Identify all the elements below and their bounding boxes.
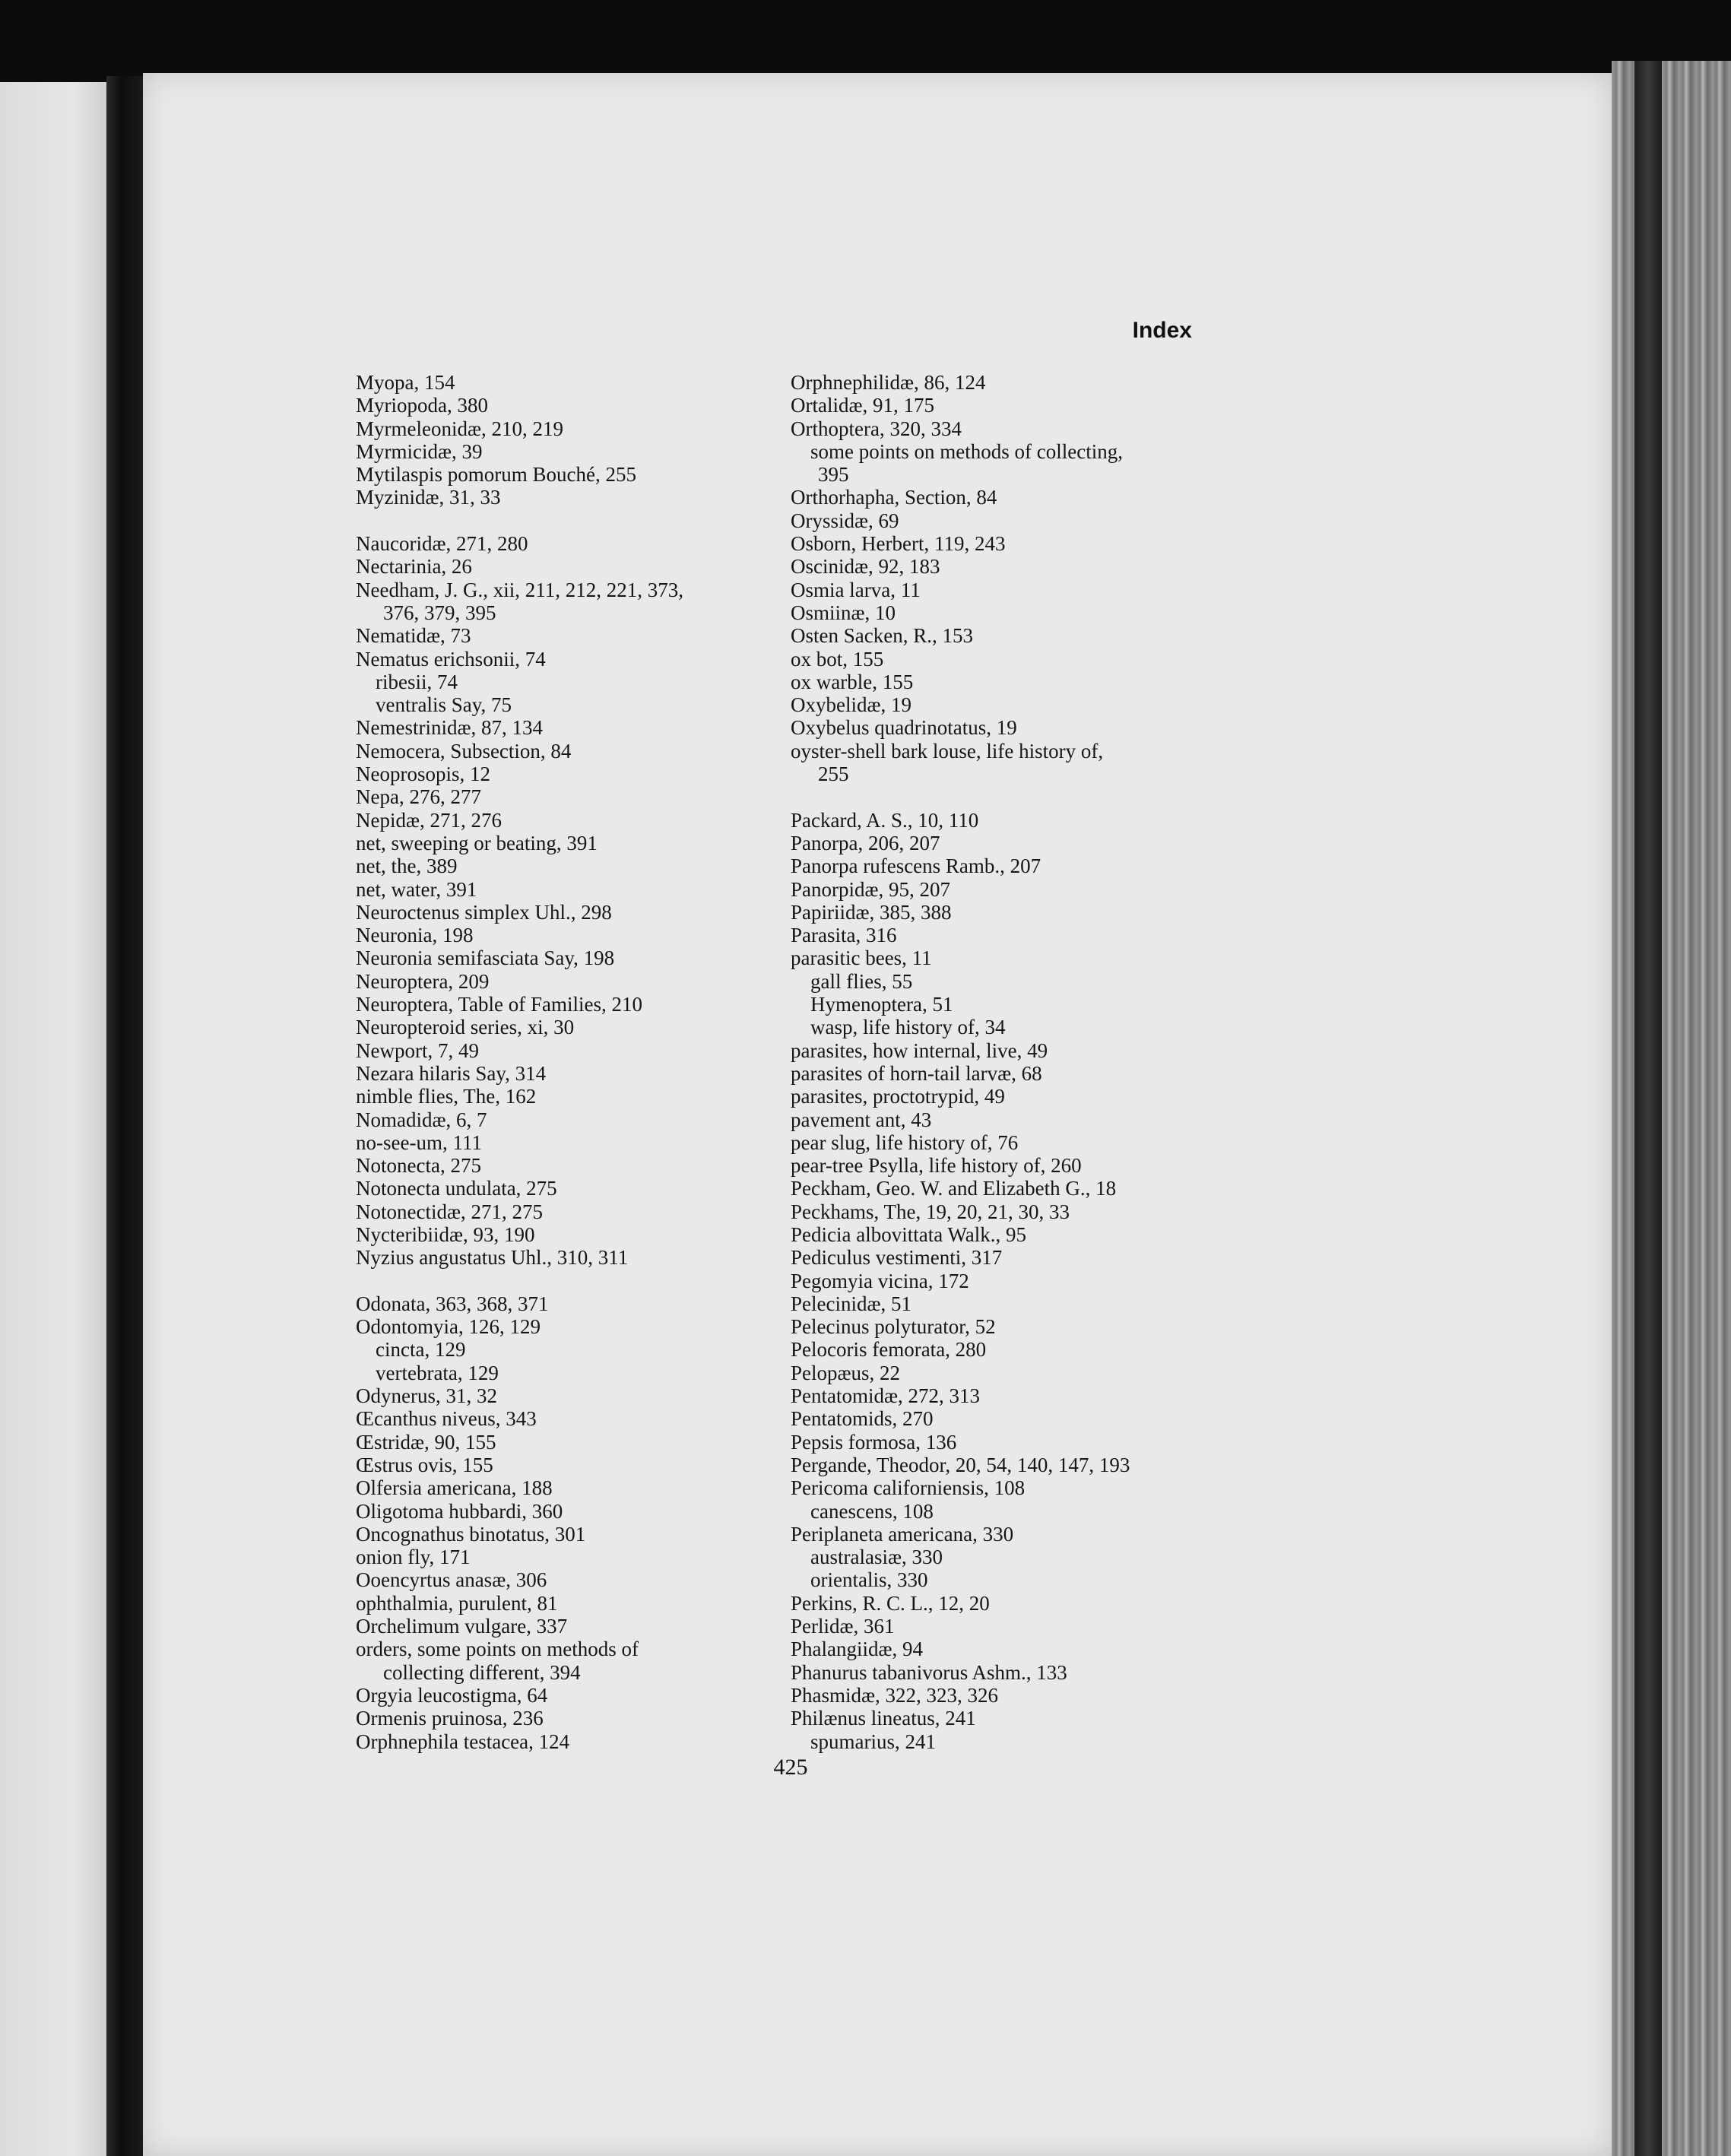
index-entry: Olfersia americana, 188 — [356, 1476, 553, 1500]
index-entry: Phalangiidæ, 94 — [791, 1638, 923, 1661]
index-entry: Peckhams, The, 19, 20, 21, 30, 33 — [791, 1200, 1070, 1223]
index-entry: Osmiinæ, 10 — [791, 601, 896, 624]
index-entry: Pelecinus polyturator, 52 — [791, 1315, 996, 1339]
index-entry: Pelocoris femorata, 280 — [791, 1338, 987, 1362]
index-subentry: ventralis Say, 75 — [376, 693, 512, 717]
index-entry: Notonectidæ, 271, 275 — [356, 1200, 543, 1223]
index-entry: Nematidæ, 73 — [356, 624, 471, 648]
index-entry: Osten Sacken, R., 153 — [791, 624, 973, 648]
index-entry: Myopa, 154 — [356, 371, 455, 394]
index-entry: parasitic bees, 11 — [791, 946, 932, 970]
index-entry: net, sweeping or beating, 391 — [356, 831, 598, 854]
index-entry: Orphnephila testacea, 124 — [356, 1730, 570, 1753]
index-entry: Neuroptera, Table of Families, 210 — [356, 993, 643, 1016]
index-subentry: spumarius, 241 — [810, 1730, 936, 1753]
index-entry: orders, some points on methods of — [356, 1638, 639, 1661]
index-subentry: canescens, 108 — [810, 1499, 934, 1523]
index-entry: Panorpidæ, 95, 207 — [791, 877, 951, 901]
index-entry: Pepsis formosa, 136 — [791, 1430, 957, 1454]
index-entry: Nematus erichsonii, 74 — [356, 647, 546, 671]
index-entry: Neuronia semifasciata Say, 198 — [356, 946, 615, 970]
index-entry: onion fly, 171 — [356, 1546, 471, 1569]
index-entry: Oxybelus quadrinotatus, 19 — [791, 716, 1017, 740]
index-subentry: vertebrata, 129 — [376, 1361, 499, 1384]
index-entry: Periplaneta americana, 330 — [791, 1522, 1014, 1546]
index-entry: Pelopæus, 22 — [791, 1361, 901, 1384]
index-entry: Œcanthus niveus, 343 — [356, 1407, 537, 1431]
letter-section-gap — [356, 509, 766, 532]
index-entry: Pediculus vestimenti, 317 — [791, 1246, 1003, 1270]
index-entry: Osborn, Herbert, 119, 243 — [791, 532, 1006, 556]
index-subentry: 395 — [818, 463, 849, 487]
index-entry: parasites, how internal, live, 49 — [791, 1038, 1048, 1062]
index-entry: Orthorhapha, Section, 84 — [791, 486, 997, 509]
index-subentry: wasp, life history of, 34 — [810, 1016, 1006, 1039]
page-stack-edge — [1612, 61, 1731, 2156]
index-entry: Osmia larva, 11 — [791, 578, 921, 601]
index-entry: Myriopoda, 380 — [356, 394, 488, 417]
index-entry: Pelecinidæ, 51 — [791, 1292, 911, 1315]
index-entry: Neuroptera, 209 — [356, 969, 490, 993]
index-entry: ophthalmia, purulent, 81 — [356, 1591, 558, 1615]
index-entry: nimble flies, The, 162 — [356, 1085, 537, 1108]
index-entry: Perkins, R. C. L., 12, 20 — [791, 1591, 990, 1615]
index-entry: Pentatomidæ, 272, 313 — [791, 1384, 980, 1408]
index-entry: Myzinidæ, 31, 33 — [356, 486, 501, 509]
index-entry: Pergande, Theodor, 20, 54, 140, 147, 193 — [791, 1453, 1130, 1476]
index-entry: oyster-shell bark louse, life history of, — [791, 739, 1104, 763]
index-entry: Nyzius angustatus Uhl., 310, 311 — [356, 1246, 629, 1270]
index-column-left — [356, 371, 766, 1753]
index-column-right — [791, 371, 1201, 1753]
index-entry: Odontomyia, 126, 129 — [356, 1315, 541, 1339]
index-entry: Pentatomids, 270 — [791, 1407, 934, 1431]
index-entry: Orphnephilidæ, 86, 124 — [791, 371, 986, 394]
index-entry: Pegomyia vicina, 172 — [791, 1269, 969, 1292]
index-entry: Naucoridæ, 271, 280 — [356, 532, 528, 556]
index-entry: Orchelimum vulgare, 337 — [356, 1615, 568, 1638]
index-entry: Pericoma californiensis, 108 — [791, 1476, 1026, 1500]
index-entry: Packard, A. S., 10, 110 — [791, 808, 979, 832]
index-subentry: ribesii, 74 — [376, 670, 458, 693]
index-entry: Oligotoma hubbardi, 360 — [356, 1499, 563, 1523]
index-entry: Nepidæ, 271, 276 — [356, 808, 502, 832]
index-entry: pear slug, life history of, 76 — [791, 1130, 1019, 1154]
index-entry: Oryssidæ, 69 — [791, 509, 899, 532]
index-entry: Neuroctenus simplex Uhl., 298 — [356, 900, 612, 924]
index-entry: Panorpa, 206, 207 — [791, 831, 940, 854]
index-entry: Odynerus, 31, 32 — [356, 1384, 497, 1408]
index-entry: Peckham, Geo. W. and Elizabeth G., 18 — [791, 1177, 1117, 1200]
index-entry: Nectarinia, 26 — [356, 555, 472, 579]
index-entry: Phasmidæ, 322, 323, 326 — [791, 1683, 999, 1707]
index-entry: Orthoptera, 320, 334 — [791, 417, 962, 440]
index-subentry: cincta, 129 — [376, 1338, 466, 1362]
index-entry: ox bot, 155 — [791, 647, 884, 671]
index-entry: Phanurus tabanivorus Ashm., 133 — [791, 1660, 1067, 1684]
index-entry: no-see-um, 111 — [356, 1130, 482, 1154]
index-entry: Myrmicidæ, 39 — [356, 439, 483, 463]
index-entry: Oxybelidæ, 19 — [791, 693, 911, 717]
index-subentry: 376, 379, 395 — [383, 601, 496, 624]
book-gutter — [106, 76, 143, 2156]
index-entry: Needham, J. G., xii, 211, 212, 221, 373, — [356, 578, 683, 601]
index-subentry: orientalis, 330 — [810, 1568, 928, 1592]
letter-section-gap — [791, 785, 1201, 808]
index-subentry: collecting different, 394 — [383, 1660, 581, 1684]
index-entry: ox warble, 155 — [791, 670, 914, 693]
index-entry: Papiriidæ, 385, 388 — [791, 900, 952, 924]
index-entry: Mytilaspis pomorum Bouché, 255 — [356, 463, 636, 487]
index-entry: parasites, proctotrypid, 49 — [791, 1085, 1005, 1108]
index-entry: Neuropteroid series, xi, 30 — [356, 1016, 575, 1039]
index-entry: pavement ant, 43 — [791, 1108, 932, 1131]
index-entry: Notonecta undulata, 275 — [356, 1177, 557, 1200]
index-entry: Perlidæ, 361 — [791, 1615, 895, 1638]
index-entry: Œstrus ovis, 155 — [356, 1453, 493, 1476]
index-subentry: some points on methods of collecting, — [810, 439, 1123, 463]
binding-shadow — [1634, 61, 1662, 2156]
index-entry: Neoprosopis, 12 — [356, 763, 490, 786]
index-entry: Philænus lineatus, 241 — [791, 1707, 976, 1730]
index-entry: Œstridæ, 90, 155 — [356, 1430, 496, 1454]
left-page-edge — [0, 82, 106, 2156]
index-entry: Ooencyrtus anasæ, 306 — [356, 1568, 547, 1592]
index-entry: Orgyia leucostigma, 64 — [356, 1683, 548, 1707]
index-entry: parasites of horn-tail larvæ, 68 — [791, 1061, 1042, 1085]
index-entry: Myrmeleonidæ, 210, 219 — [356, 417, 563, 440]
index-entry: Nemestrinidæ, 87, 134 — [356, 716, 543, 740]
index-entry: Newport, 7, 49 — [356, 1038, 479, 1062]
index-entry: Notonecta, 275 — [356, 1154, 481, 1178]
index-entry: net, water, 391 — [356, 877, 477, 901]
index-subentry: gall flies, 55 — [810, 969, 913, 993]
index-entry: Nomadidæ, 6, 7 — [356, 1108, 487, 1131]
index-entry: Nemocera, Subsection, 84 — [356, 739, 572, 763]
index-subentry: 255 — [818, 763, 849, 786]
index-subentry: australasiæ, 330 — [810, 1546, 943, 1569]
index-entry: Nycteribiidæ, 93, 190 — [356, 1222, 535, 1246]
index-entry: Pedicia albovittata Walk., 95 — [791, 1222, 1026, 1246]
index-entry: Neuronia, 198 — [356, 924, 474, 947]
index-entry: Ortalidæ, 91, 175 — [791, 394, 934, 417]
index-entry: Ormenis pruinosa, 236 — [356, 1707, 544, 1730]
index-entry: Oncognathus binotatus, 301 — [356, 1522, 586, 1546]
index-entry: pear-tree Psylla, life history of, 260 — [791, 1154, 1082, 1178]
index-entry: Oscinidæ, 92, 183 — [791, 555, 940, 579]
index-entry: Nepa, 276, 277 — [356, 785, 481, 809]
letter-section-gap — [356, 1270, 766, 1292]
index-entry: Odonata, 363, 368, 371 — [356, 1292, 549, 1315]
page-number: 425 — [773, 1755, 808, 1780]
index-entry: Parasita, 316 — [791, 924, 897, 947]
index-entry: net, the, 389 — [356, 854, 458, 878]
index-entry: Panorpa rufescens Ramb., 207 — [791, 854, 1041, 878]
running-header: Index — [1132, 318, 1192, 343]
index-entry: Nezara hilaris Say, 314 — [356, 1061, 547, 1085]
index-subentry: Hymenoptera, 51 — [810, 993, 953, 1016]
